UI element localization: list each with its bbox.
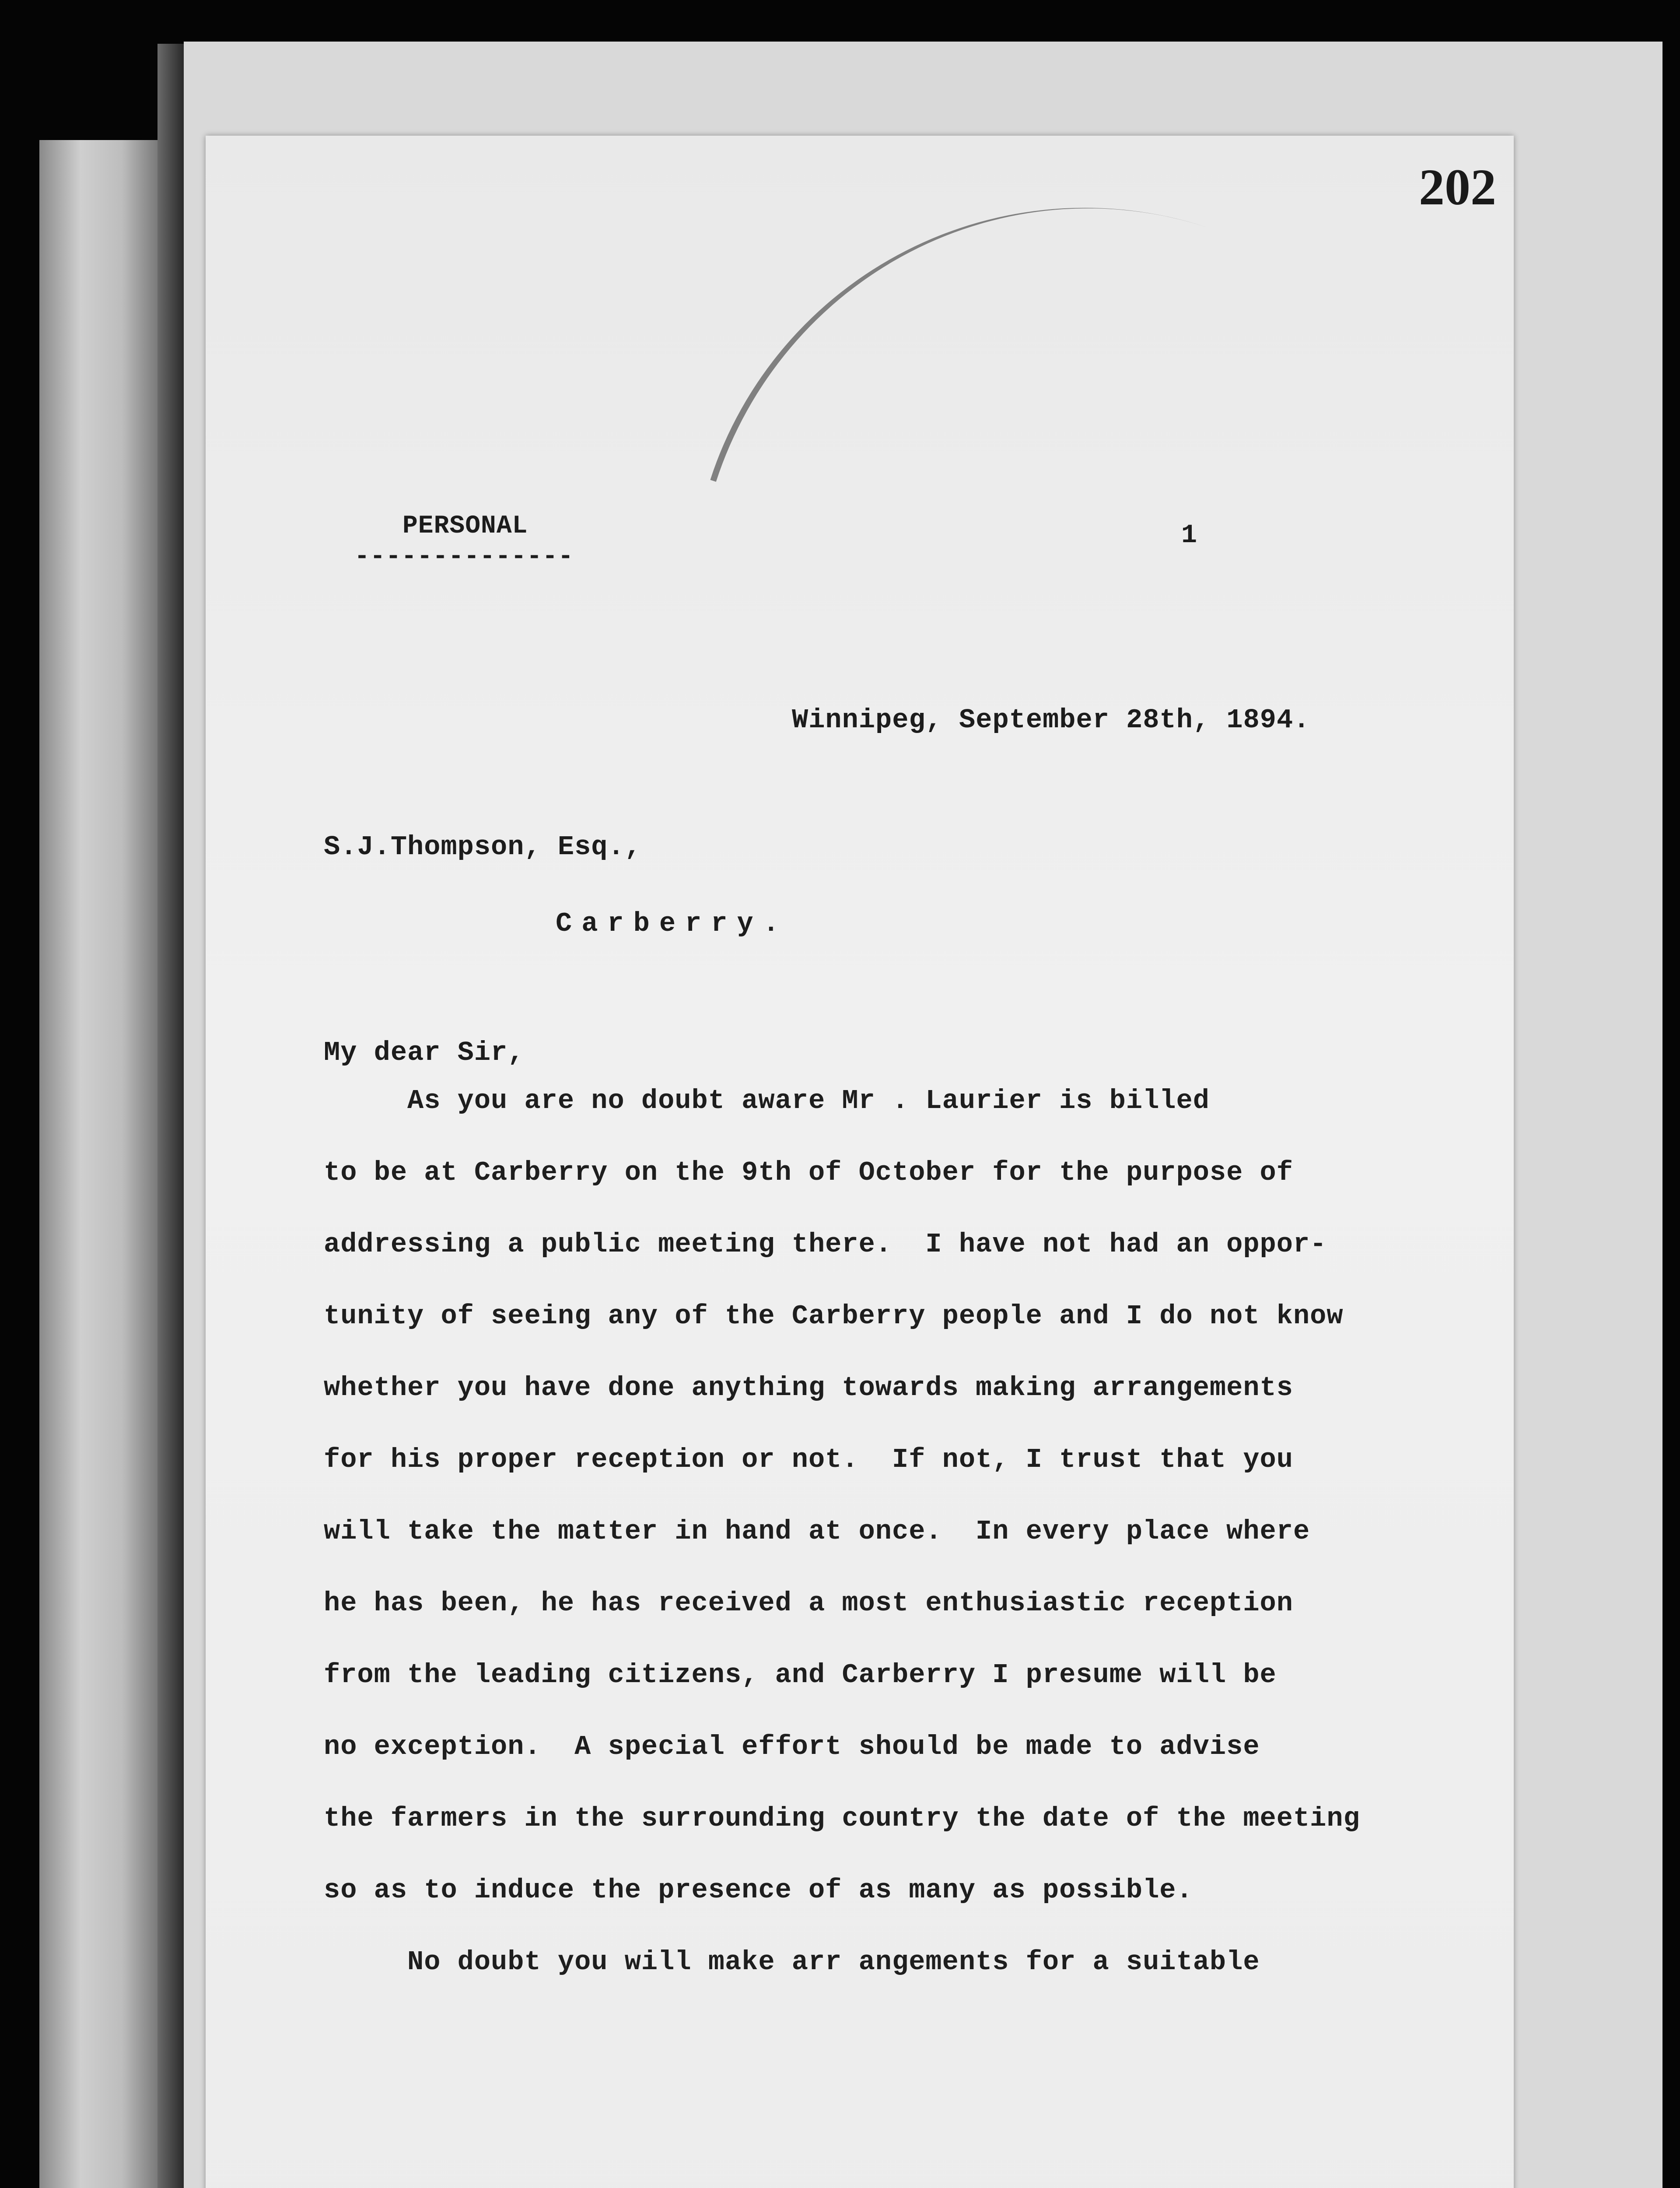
body-line: As you are no doubt aware Mr . Laurier is billed bbox=[324, 1085, 1210, 1116]
body-line: from the leading citizens, and Carberry I presume will be bbox=[324, 1659, 1277, 1690]
personal-label: PERSONAL bbox=[402, 512, 528, 540]
archive-page-number: 202 bbox=[1419, 158, 1496, 216]
addressee-place: Carberry. bbox=[556, 908, 789, 939]
addressee: S.J.Thompson, Esq., bbox=[324, 831, 641, 863]
body-line: so as to induce the presence of as many as possible. bbox=[324, 1875, 1193, 1906]
body-line: to be at Carberry on the 9th of October for the purpose of bbox=[324, 1157, 1293, 1188]
salutation: My dear Sir, bbox=[324, 1037, 525, 1068]
body-line: whether you have done anything towards making arrangements bbox=[324, 1372, 1293, 1403]
body-line: tunity of seeing any of the Carberry people and I do not know bbox=[324, 1301, 1344, 1332]
dateline: Winnipeg, September 28th, 1894. bbox=[792, 705, 1310, 736]
body-line: addressing a public meeting there. I have not had an oppor- bbox=[324, 1229, 1327, 1260]
body-line: the farmers in the surrounding country the date of the meeting bbox=[324, 1803, 1360, 1834]
body-line: for his proper reception or not. If not, I trust that you bbox=[324, 1444, 1293, 1475]
body-line: No doubt you will make arr angements for a suitable bbox=[324, 1946, 1260, 1978]
body-line: no exception. A special effort should be made to advise bbox=[324, 1731, 1260, 1762]
binding-edge bbox=[158, 44, 184, 2188]
body-line: he has been, he has received a most enthusiastic reception bbox=[324, 1588, 1293, 1619]
personal-underline: -------------- bbox=[354, 543, 574, 571]
body-line: will take the matter in hand at once. In every place where bbox=[324, 1516, 1310, 1547]
letter-page-sequence: 1 bbox=[1181, 521, 1198, 551]
binding-strip bbox=[39, 140, 158, 2188]
